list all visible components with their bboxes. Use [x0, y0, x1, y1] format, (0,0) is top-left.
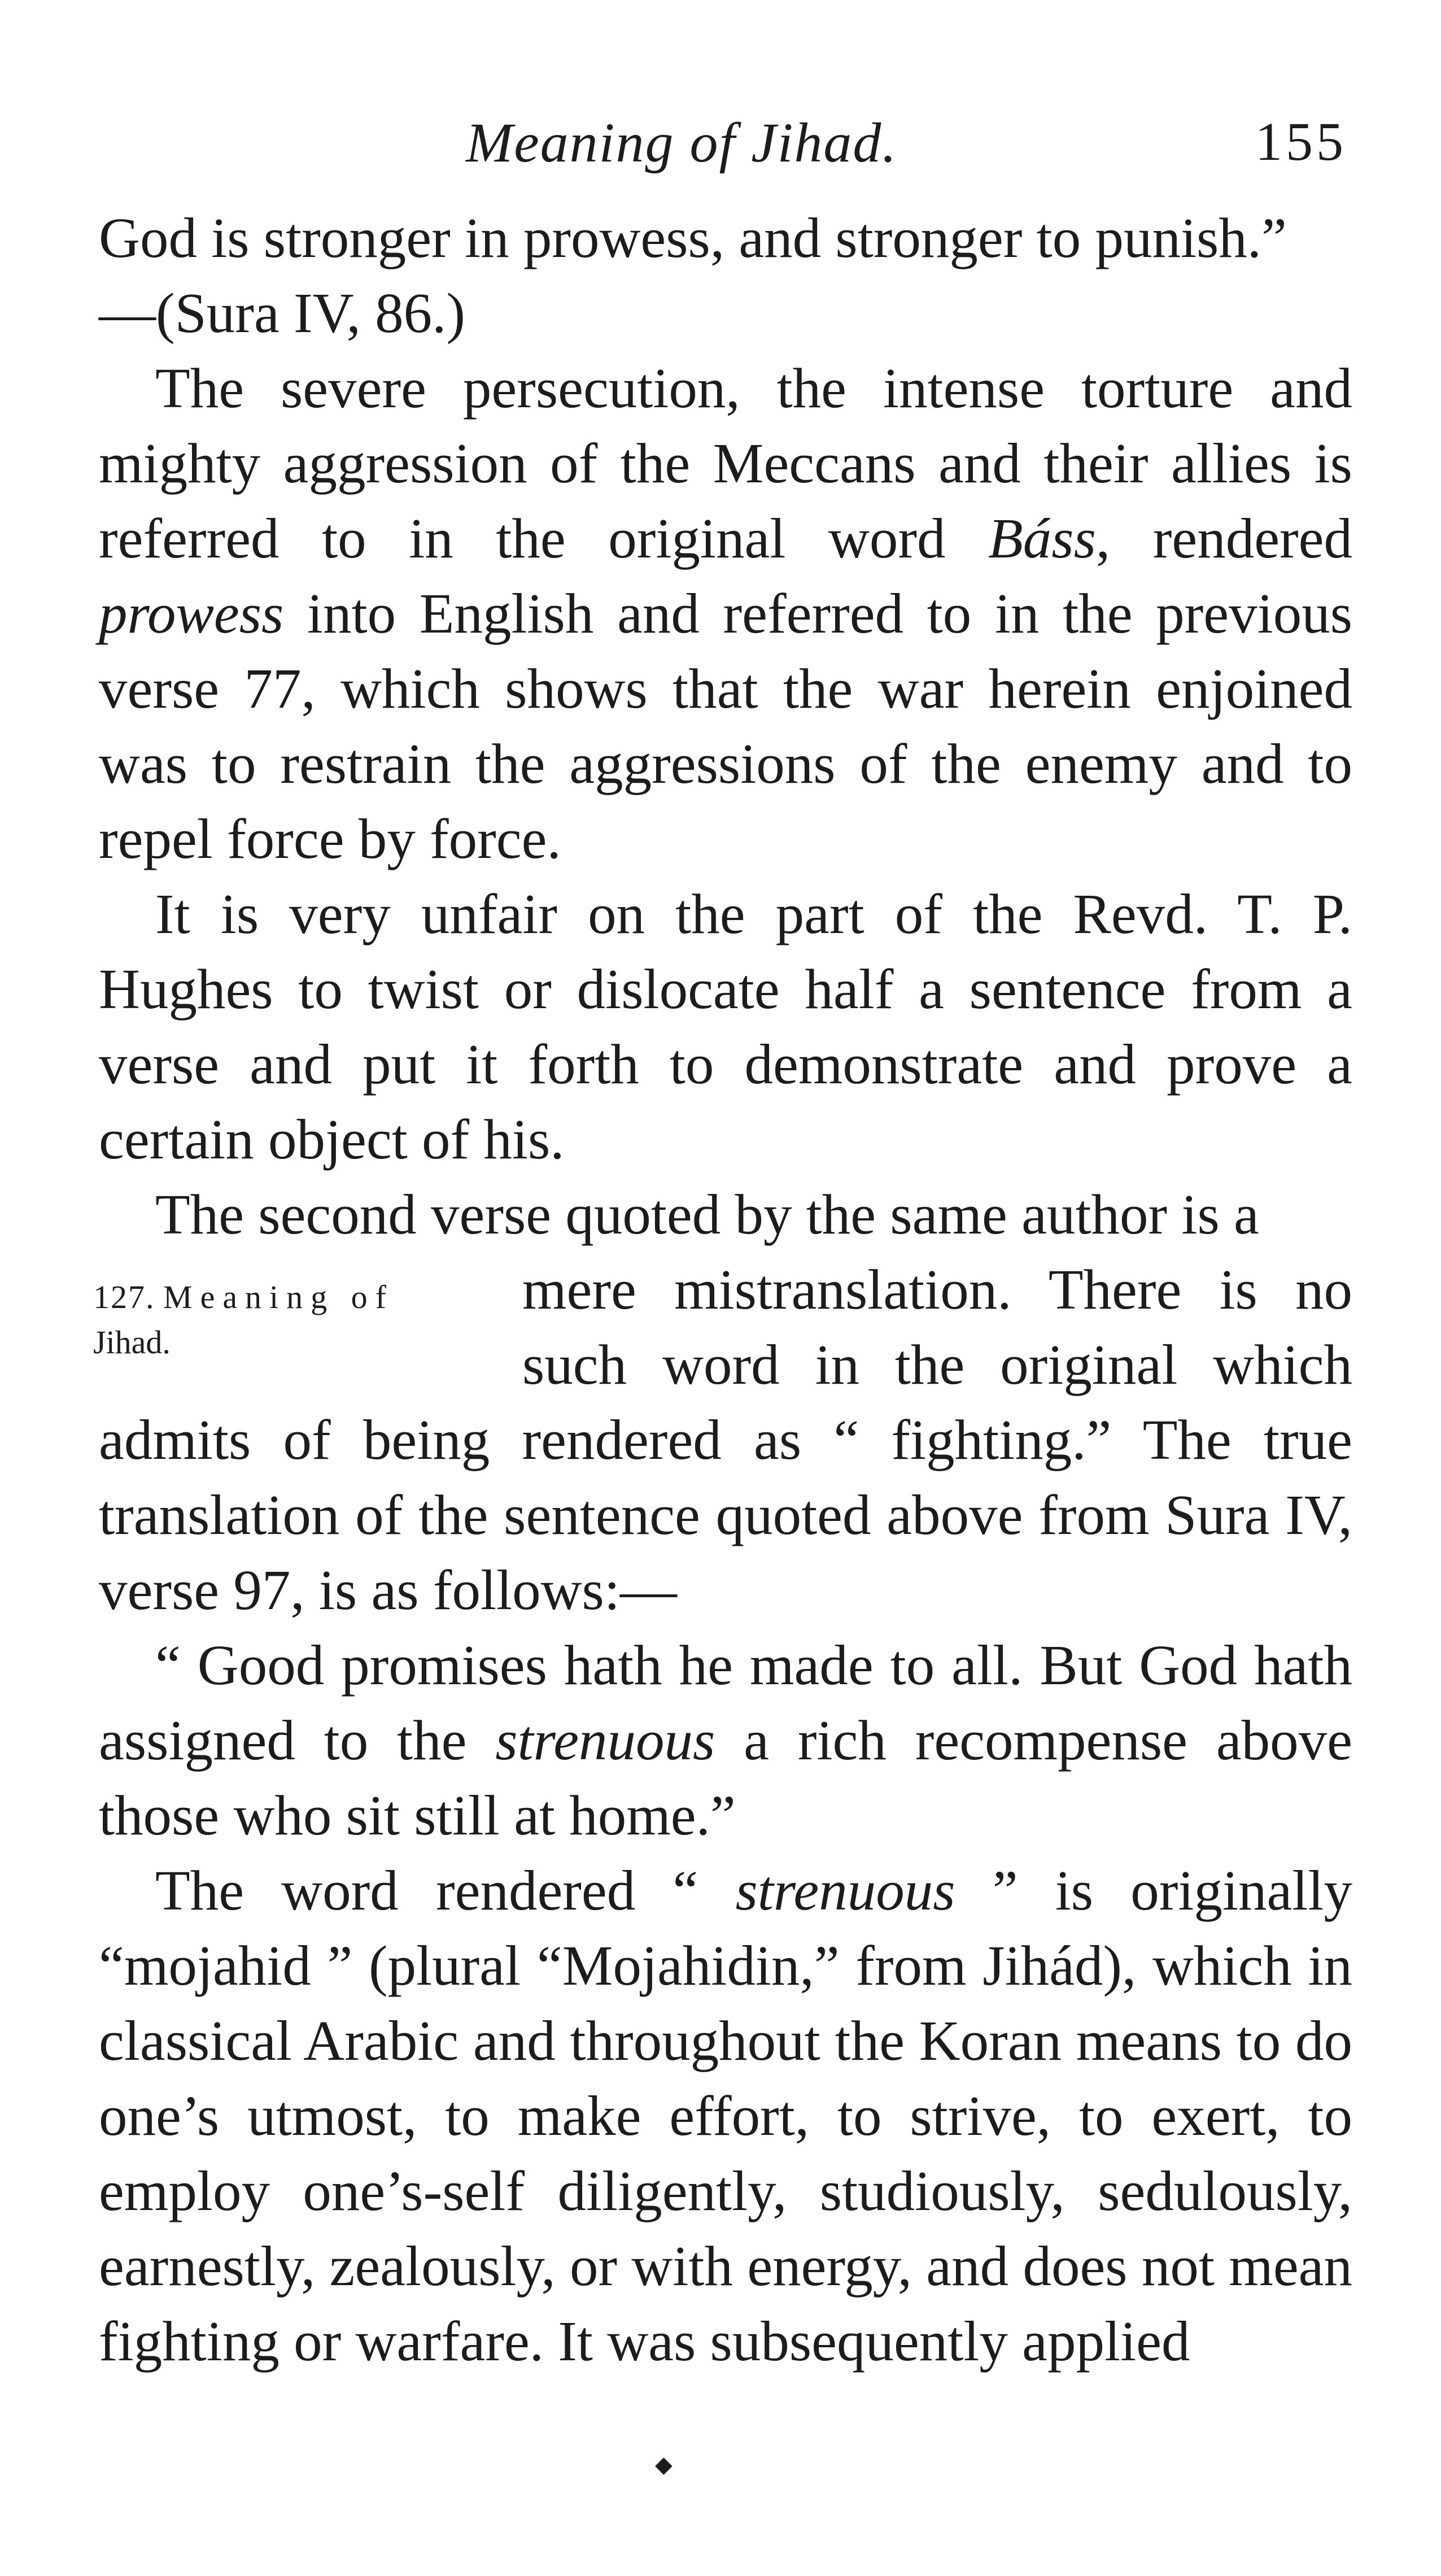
body-text: [93, 200, 1352, 2379]
paragraph-1-text: God is stronger in prowess, and stronger to punish.”: [99, 206, 1287, 269]
sidenote-number: 127.: [93, 1279, 155, 1315]
paragraph-2-text-c: into English and referred to in the previous verse 77, which shows that the war herein enjoined was to restrain the aggressions of the enemy and to repel force by force.: [99, 582, 1352, 870]
paragraph-2-text-a: The severe persecution, the intense torture and mighty aggression of the Meccans and their allies is referred to in the original word: [99, 356, 1352, 570]
paragraph-5: [99, 1628, 1352, 1853]
paragraph-5-text-b: a rich recompense above those who sit still at home.”: [99, 1708, 1352, 1847]
paragraph-1: [99, 200, 1352, 276]
paragraph-6-text-a: The word rendered “: [155, 1859, 736, 1922]
paragraph-6-word-strenuous: strenuous: [735, 1859, 955, 1922]
ink-speck-mark: ◆: [655, 2452, 673, 2477]
paragraph-4-continued: [93, 1252, 1352, 1628]
page-number: 155: [1255, 111, 1347, 172]
quote-attribution: —(Sura IV, 86.): [99, 281, 465, 345]
running-head: [99, 110, 1347, 184]
sidenote-text-2: Jihad.: [93, 1324, 171, 1361]
paragraph-3: It is very unfair on the part of the Revd. T. P. Hughes to twist or dislocate half a sentence from a verse and put it forth to demonstrate and prove a certain object of his.: [99, 882, 1352, 1171]
paragraph-6-text-b: ” is originally “mojahid ” (plural “Mojahidin,” from Jihád), which in classical Arabic and throughout the Koran means to do one’s utmost, to make effort, to strive, to exert, to employ one’s-self diligently, studiously, sedulously, earnestly, zealously, or with energy, and does not mean fighting or warfare. It was subsequently applied: [99, 1859, 1352, 2373]
margin-sidenote: [93, 1252, 522, 1402]
paragraph-6: [99, 1853, 1352, 2379]
paragraph-2: [99, 351, 1352, 877]
sidenote-text: Meaning of: [163, 1279, 394, 1315]
paragraph-5-word-strenuous: strenuous: [495, 1708, 715, 1772]
paragraph-4-text: mere mistranslation. There is no such word in the original which admits of being rendered as “ fighting.” The true translation of the sentence quoted above from Sura IV, verse 97, is as follows:—: [99, 1258, 1352, 1622]
paragraph-2-word-bass: Báss: [988, 507, 1096, 570]
paragraph-4-first-line: The second verse quoted by the same author is a: [155, 1183, 1259, 1246]
running-title: Meaning of Jihad.: [466, 111, 898, 174]
paragraph-2-word-prowess: prowess: [99, 582, 284, 645]
paragraph-2-text-b: , rendered: [1095, 507, 1352, 570]
paragraph-5-text-a: “ Good promises hath he made to all. But God hath assigned to the: [99, 1633, 1352, 1772]
